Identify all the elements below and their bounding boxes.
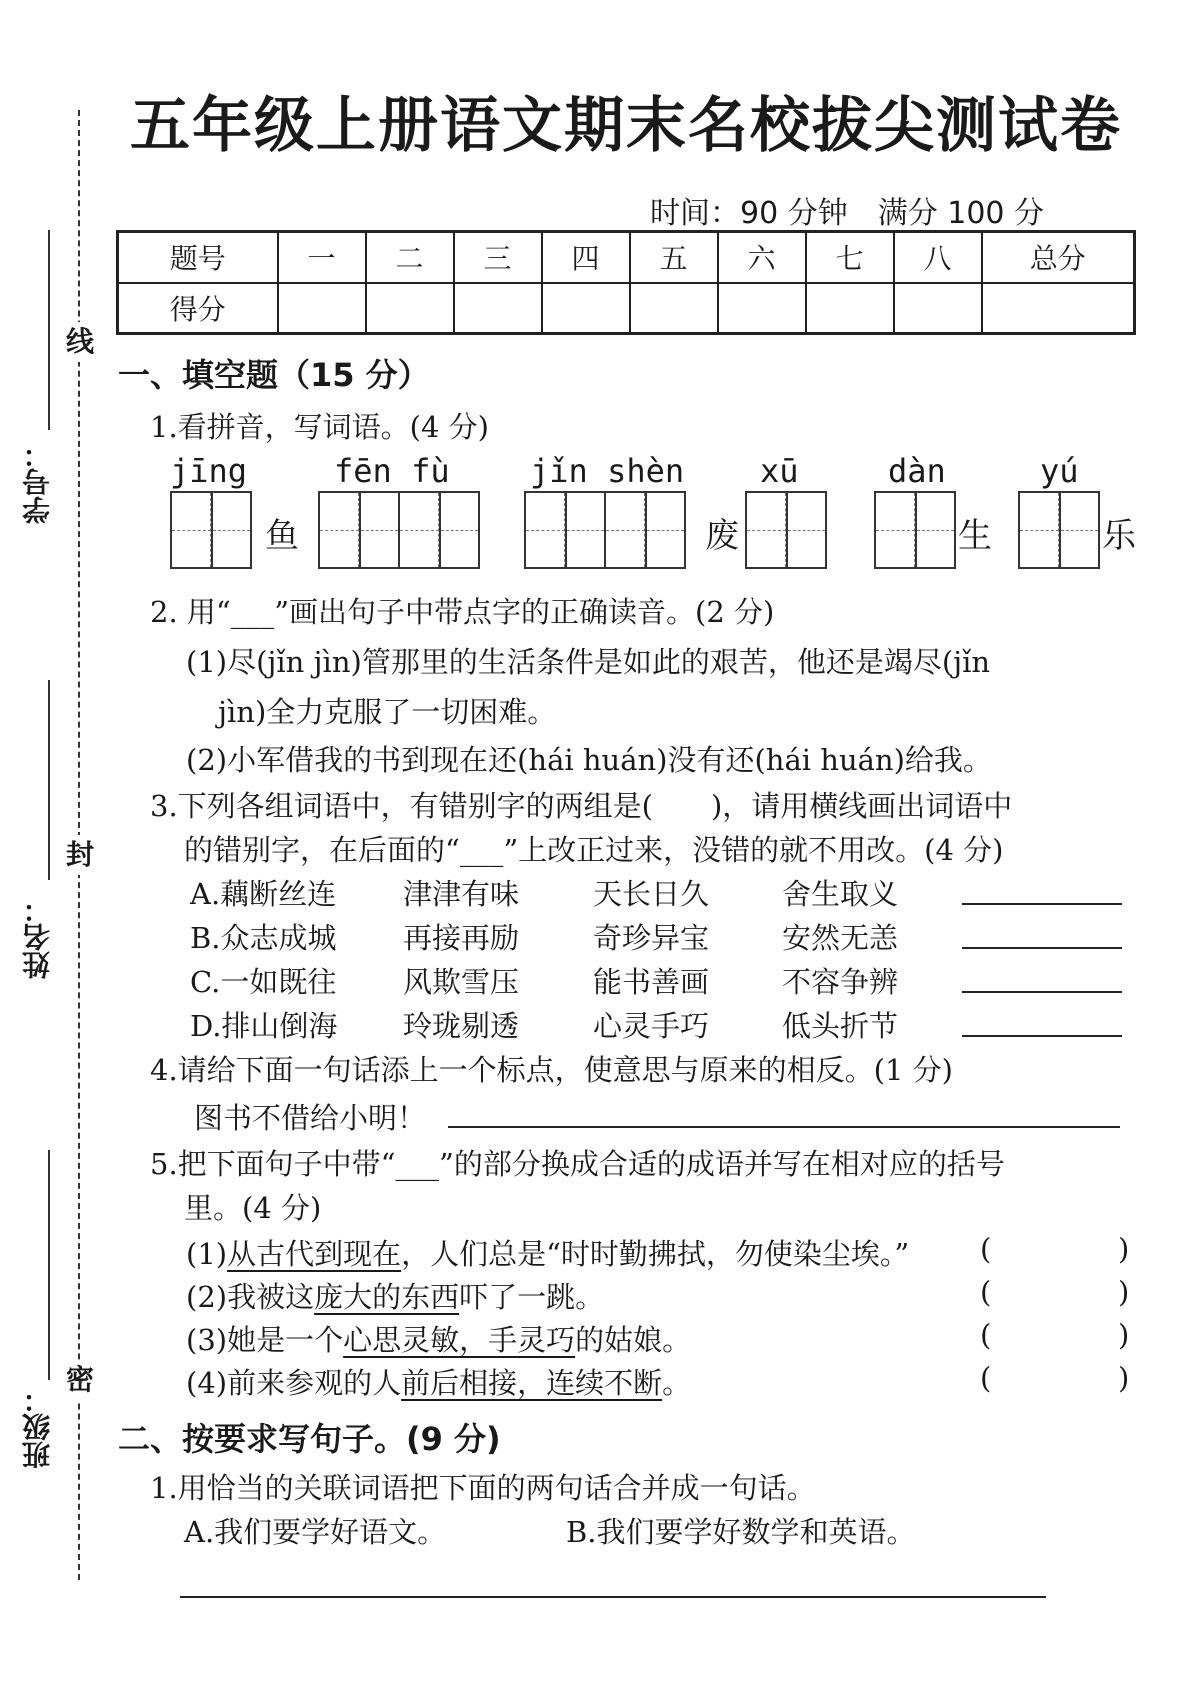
pinyin-1: jīng [170,452,248,490]
table-cell: 二 [366,232,454,283]
q3-option: 天长日久 [593,877,710,911]
q4-sentence: 图书不借给小明！ [194,1101,427,1135]
page-title: 五年级上册语文期末名校拔尖测试卷 [130,91,1122,161]
s2-q1-a: A.我们要学好语文。 [184,1515,447,1549]
score-input-cell[interactable] [366,283,454,334]
answer-paren-open: ( [980,1361,992,1395]
answer-blank[interactable] [448,1126,1120,1128]
table-cell: 八 [894,232,982,283]
writing-grid[interactable] [1018,491,1100,569]
writing-grid[interactable] [874,491,956,569]
table-cell: 七 [806,232,894,283]
q4-stem: 4.请给下面一句话添上一个标点，使意思与原来的相反。(1 分) [150,1053,953,1087]
class-label: 班级： [21,1385,54,1469]
pinyin-6: yú [1040,452,1079,490]
q5-item-pre: (3)她是一个 [186,1323,344,1357]
pinyin-4: xū [760,452,799,490]
score-input-cell[interactable] [542,283,630,334]
q3-option: 低头折节 [782,1009,899,1043]
q3-option: A.藕断丝连 [190,877,337,911]
q1-stem: 1.看拼音，写词语。(4 分) [150,410,489,444]
q5-item-underlined: 从古代到现在 [227,1237,402,1271]
char-sheng: 生 [958,516,992,556]
seal-word-mi: 密 [66,1360,92,1400]
answer-paren-open: ( [980,1318,992,1352]
score-input-cell[interactable] [894,283,982,334]
answer-paren-close: ) [1118,1361,1130,1395]
q3-option: 风欺雪压 [403,965,520,999]
q3-option: 舍生取义 [782,877,899,911]
char-yu: 鱼 [265,516,299,556]
answer-blank[interactable] [962,903,1122,905]
score-table-score-row [118,283,1135,334]
q5-item-underlined: 前后相接，连续不断 [401,1366,663,1400]
q5-item-pre: (2)我被这 [186,1280,315,1314]
answer-paren-open: ( [980,1232,992,1266]
section1-title: 一、填空题（15 分） [118,356,430,394]
answer-blank[interactable] [962,1035,1122,1037]
pinyin-3: jǐn shèn [530,452,685,490]
pinyin-5: dàn [888,452,946,490]
writing-grid[interactable] [170,491,252,569]
q3-option: 津津有味 [403,877,520,911]
pinyin-2: fēn fù [334,452,450,490]
q3-option: D.排山倒海 [190,1009,338,1043]
score-input-cell[interactable] [278,283,366,334]
answer-blank[interactable] [180,1596,1046,1598]
class-line [48,1150,50,1380]
q2-stem: 2. 用“___”画出句子中带点字的正确读音。(2 分) [150,595,775,629]
q5-item-post: ，人们总是“时时勤拂拭，勿使染尘埃。” [401,1237,910,1271]
table-cell: 三 [454,232,542,283]
table-cell: 得分 [118,283,278,334]
table-cell: 五 [630,232,718,283]
score-input-cell[interactable] [806,283,894,334]
q3-option: 心灵手巧 [593,1009,710,1043]
writing-grid[interactable] [745,491,827,569]
q5-item-1 [186,1232,909,1273]
char-le: 乐 [1102,516,1136,556]
answer-paren-close: ) [1118,1318,1130,1352]
s2-q1-b: B.我们要学好数学和英语。 [566,1515,916,1549]
q5-item-post: 的姑娘。 [575,1323,692,1357]
writing-grid[interactable] [318,491,480,569]
q5-stem1: 5.把下面句子中带“___”的部分换成合适的成语并写在相对应的括号 [150,1147,1005,1181]
score-input-cell[interactable] [630,283,718,334]
table-cell: 四 [542,232,630,283]
table-cell: 六 [718,232,806,283]
q2-line1: (1)尽(jǐn jìn)管那里的生活条件是如此的艰苦，他还是竭尽(jǐn [186,645,991,679]
q5-item-post: 吓了一跳。 [459,1280,605,1314]
answer-paren-close: ) [1118,1232,1130,1266]
answer-blank[interactable] [962,991,1122,993]
student-id-line [48,230,50,430]
q3-option: 玲珑剔透 [403,1009,520,1043]
q3-option: C.一如既往 [190,965,337,999]
q3-option: 再接再励 [403,921,520,955]
q5-item-2 [186,1275,604,1316]
q5-item-pre: (4)前来参观的人 [186,1366,402,1400]
score-input-cell[interactable] [718,283,806,334]
q2-line2: jìn)全力克服了一切困难。 [218,695,557,729]
writing-grid[interactable] [524,491,686,569]
table-cell: 总分 [982,232,1135,283]
s2-q1-stem: 1.用恰当的关联词语把下面的两句话合并成一句话。 [150,1471,816,1505]
q5-item-underlined: 庞大的东西 [314,1280,460,1314]
char-fei: 废 [705,516,739,556]
q3-option: 能书善画 [593,965,710,999]
q5-item-pre: (1) [186,1237,228,1271]
q2-line3: (2)小军借我的书到现在还(hái huán)没有还(hái huán)给我。 [186,743,992,777]
q3-option: B.众志成城 [190,921,337,955]
answer-paren-open: ( [980,1275,992,1309]
q3-stem1: 3.下列各组词语中，有错别字的两组是( )，请用横线画出词语中 [150,789,1013,823]
student-id-label: 学号： [21,440,54,524]
table-cell: 题号 [118,232,278,283]
seal-word-feng: 封 [66,835,92,875]
answer-paren-close: ) [1118,1275,1130,1309]
q5-item-underlined: 心思灵敏，手灵巧 [343,1323,576,1357]
score-input-cell[interactable] [982,283,1135,334]
name-line [48,680,50,880]
seal-word-xian: 线 [66,322,92,362]
q5-item-3 [186,1318,691,1359]
q3-option: 安然无恙 [782,921,899,955]
section2-title: 二、按要求写句子。(9 分) [118,1420,501,1458]
q3-option: 奇珍异宝 [593,921,710,955]
score-table-header-row [118,232,1135,283]
score-input-cell[interactable] [454,283,542,334]
answer-blank[interactable] [962,947,1122,949]
q3-option: 不容争辨 [782,965,899,999]
score-table [116,230,1136,335]
name-label: 姓名： [21,895,54,979]
q5-item-post: 。 [662,1366,692,1400]
table-cell: 一 [278,232,366,283]
q5-stem2: 里。(4 分) [184,1191,322,1225]
q5-item-4 [186,1361,691,1402]
q3-stem2: 的错别字，在后面的“___”上改正过来，没错的就不用改。(4 分) [184,833,1004,867]
time-info: 时间：90 分钟 满分 100 分 [650,196,1045,231]
